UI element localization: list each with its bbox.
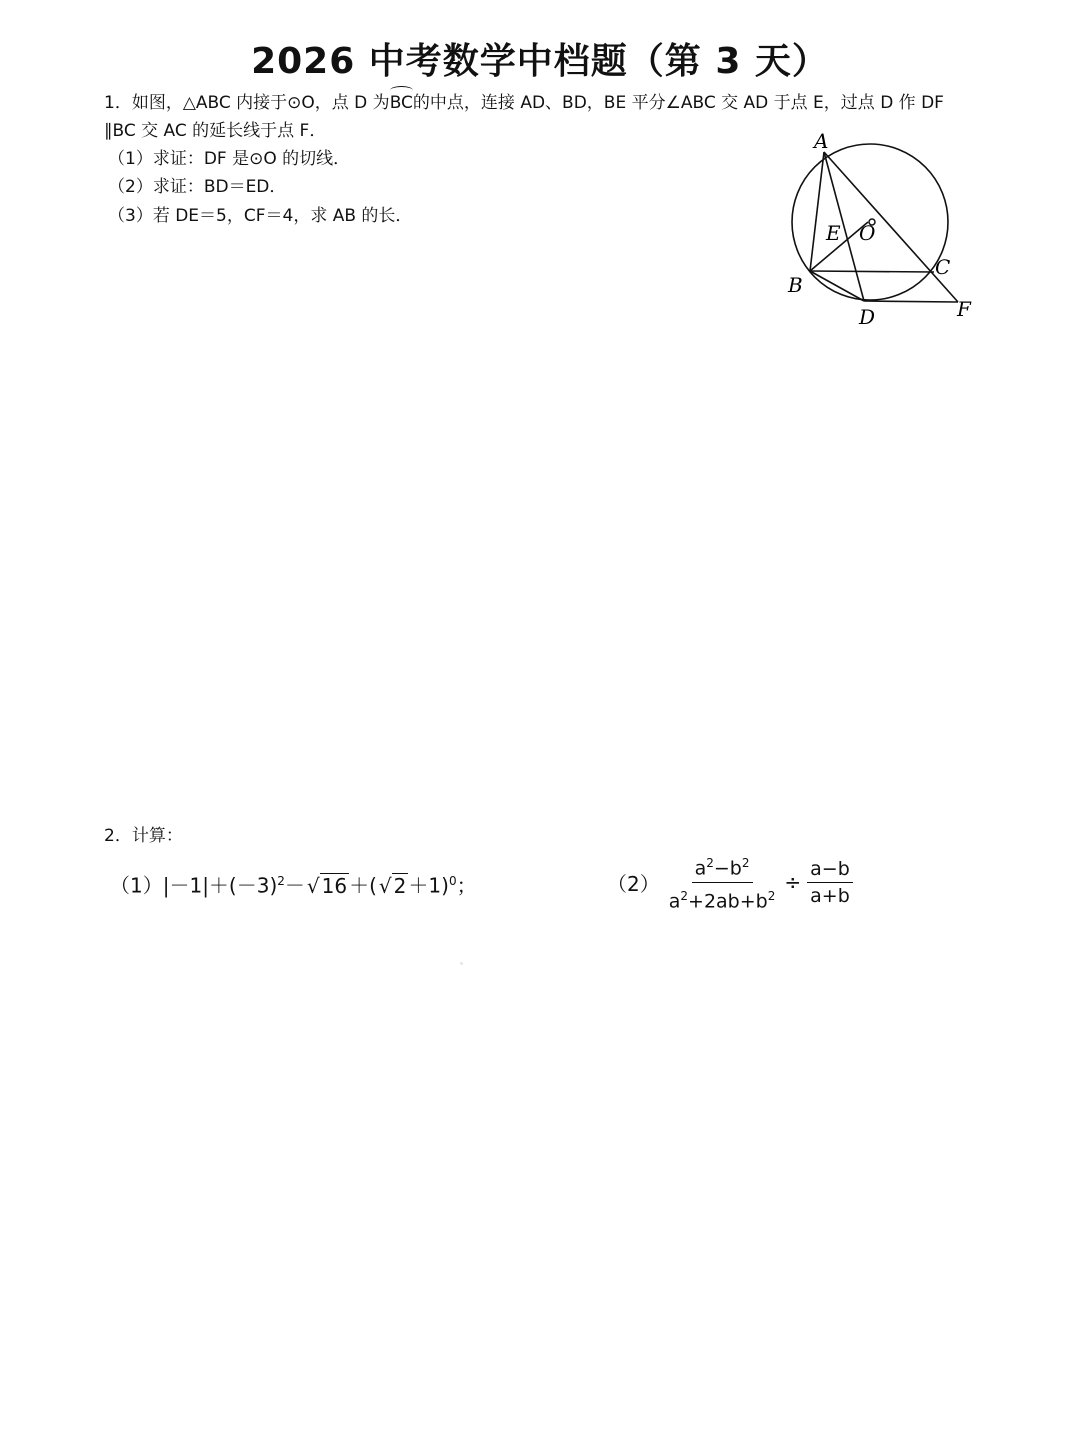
sqrt-2-radicand: 2: [393, 873, 407, 898]
num-b-exp: 2: [741, 856, 750, 871]
sqrt-16-radicand: 16: [321, 873, 348, 898]
division-sign: ÷: [784, 870, 802, 894]
part-1-minus: －: [284, 873, 305, 898]
part-1-end: ；: [456, 873, 477, 898]
den-a: a: [668, 889, 681, 912]
arc-bc-label: BC: [389, 93, 413, 113]
num-a-exp: 2: [706, 856, 714, 871]
segment-bc: [810, 271, 934, 272]
part-1-term-c: ＋(: [349, 873, 377, 898]
num-a: a: [694, 857, 707, 880]
fraction-1-denominator: [666, 883, 779, 914]
question-1-line-1: [104, 91, 944, 115]
question-1-part-3: （3）若 DE＝5，CF＝4，求 AB 的长．: [108, 206, 413, 226]
part-1-term-a: |－1|＋(－3): [162, 873, 278, 898]
question-2-part-1: [110, 866, 477, 901]
sqrt-16: √ 16: [306, 873, 348, 898]
circle-geometry-figure: [772, 126, 992, 336]
num-b: −b: [713, 857, 742, 880]
question-1-text-b: 的中点，连接 AD、BD，BE 平分∠ABC 交 AD 于点 E，过点 D 作 DF: [412, 93, 944, 113]
den-b-exp: 2: [767, 888, 776, 903]
label-b: B: [788, 273, 803, 297]
part-1-exp-0: 0: [448, 874, 457, 888]
sqrt-2: √ 2: [378, 873, 407, 898]
part-1-label: （1）: [110, 873, 163, 898]
label-f: F: [957, 297, 971, 321]
question-1-part-2: （2）求证：BD＝ED．: [108, 177, 287, 197]
label-e: E: [826, 221, 841, 245]
part-2-label: （2）: [607, 871, 660, 896]
fraction-2-denominator: a+b: [810, 884, 850, 907]
scan-speck: [460, 962, 463, 965]
part-1-term-d: ＋1): [408, 873, 449, 898]
segment-df: [864, 301, 958, 302]
question-1-text-a: 1．如图，△ABC 内接于⊙O，点 D 为: [104, 93, 390, 113]
question-1-line-2: ∥BC 交 AC 的延长线于点 F．: [104, 121, 327, 141]
part-1-exp-2: 2: [277, 874, 285, 888]
label-d: D: [859, 305, 876, 329]
question-1-part-1: （1）求证：DF 是⊙O 的切线．: [108, 149, 351, 169]
page-title: 2026 中考数学中档题（第 3 天）: [251, 41, 829, 82]
label-o: O: [859, 221, 876, 245]
question-2-heading: 2．计算：: [104, 826, 183, 846]
label-c: C: [935, 255, 951, 279]
fraction-2: [807, 856, 853, 909]
den-a-exp: 2: [680, 888, 689, 903]
fraction-1-numerator: [692, 850, 753, 882]
fraction-2-numerator: a−b: [807, 856, 853, 883]
fraction-1: [666, 850, 779, 914]
question-2-part-2: [607, 850, 859, 914]
segment-bd: [810, 271, 864, 301]
label-a: A: [814, 129, 829, 153]
den-b: +2ab+b: [688, 889, 768, 912]
